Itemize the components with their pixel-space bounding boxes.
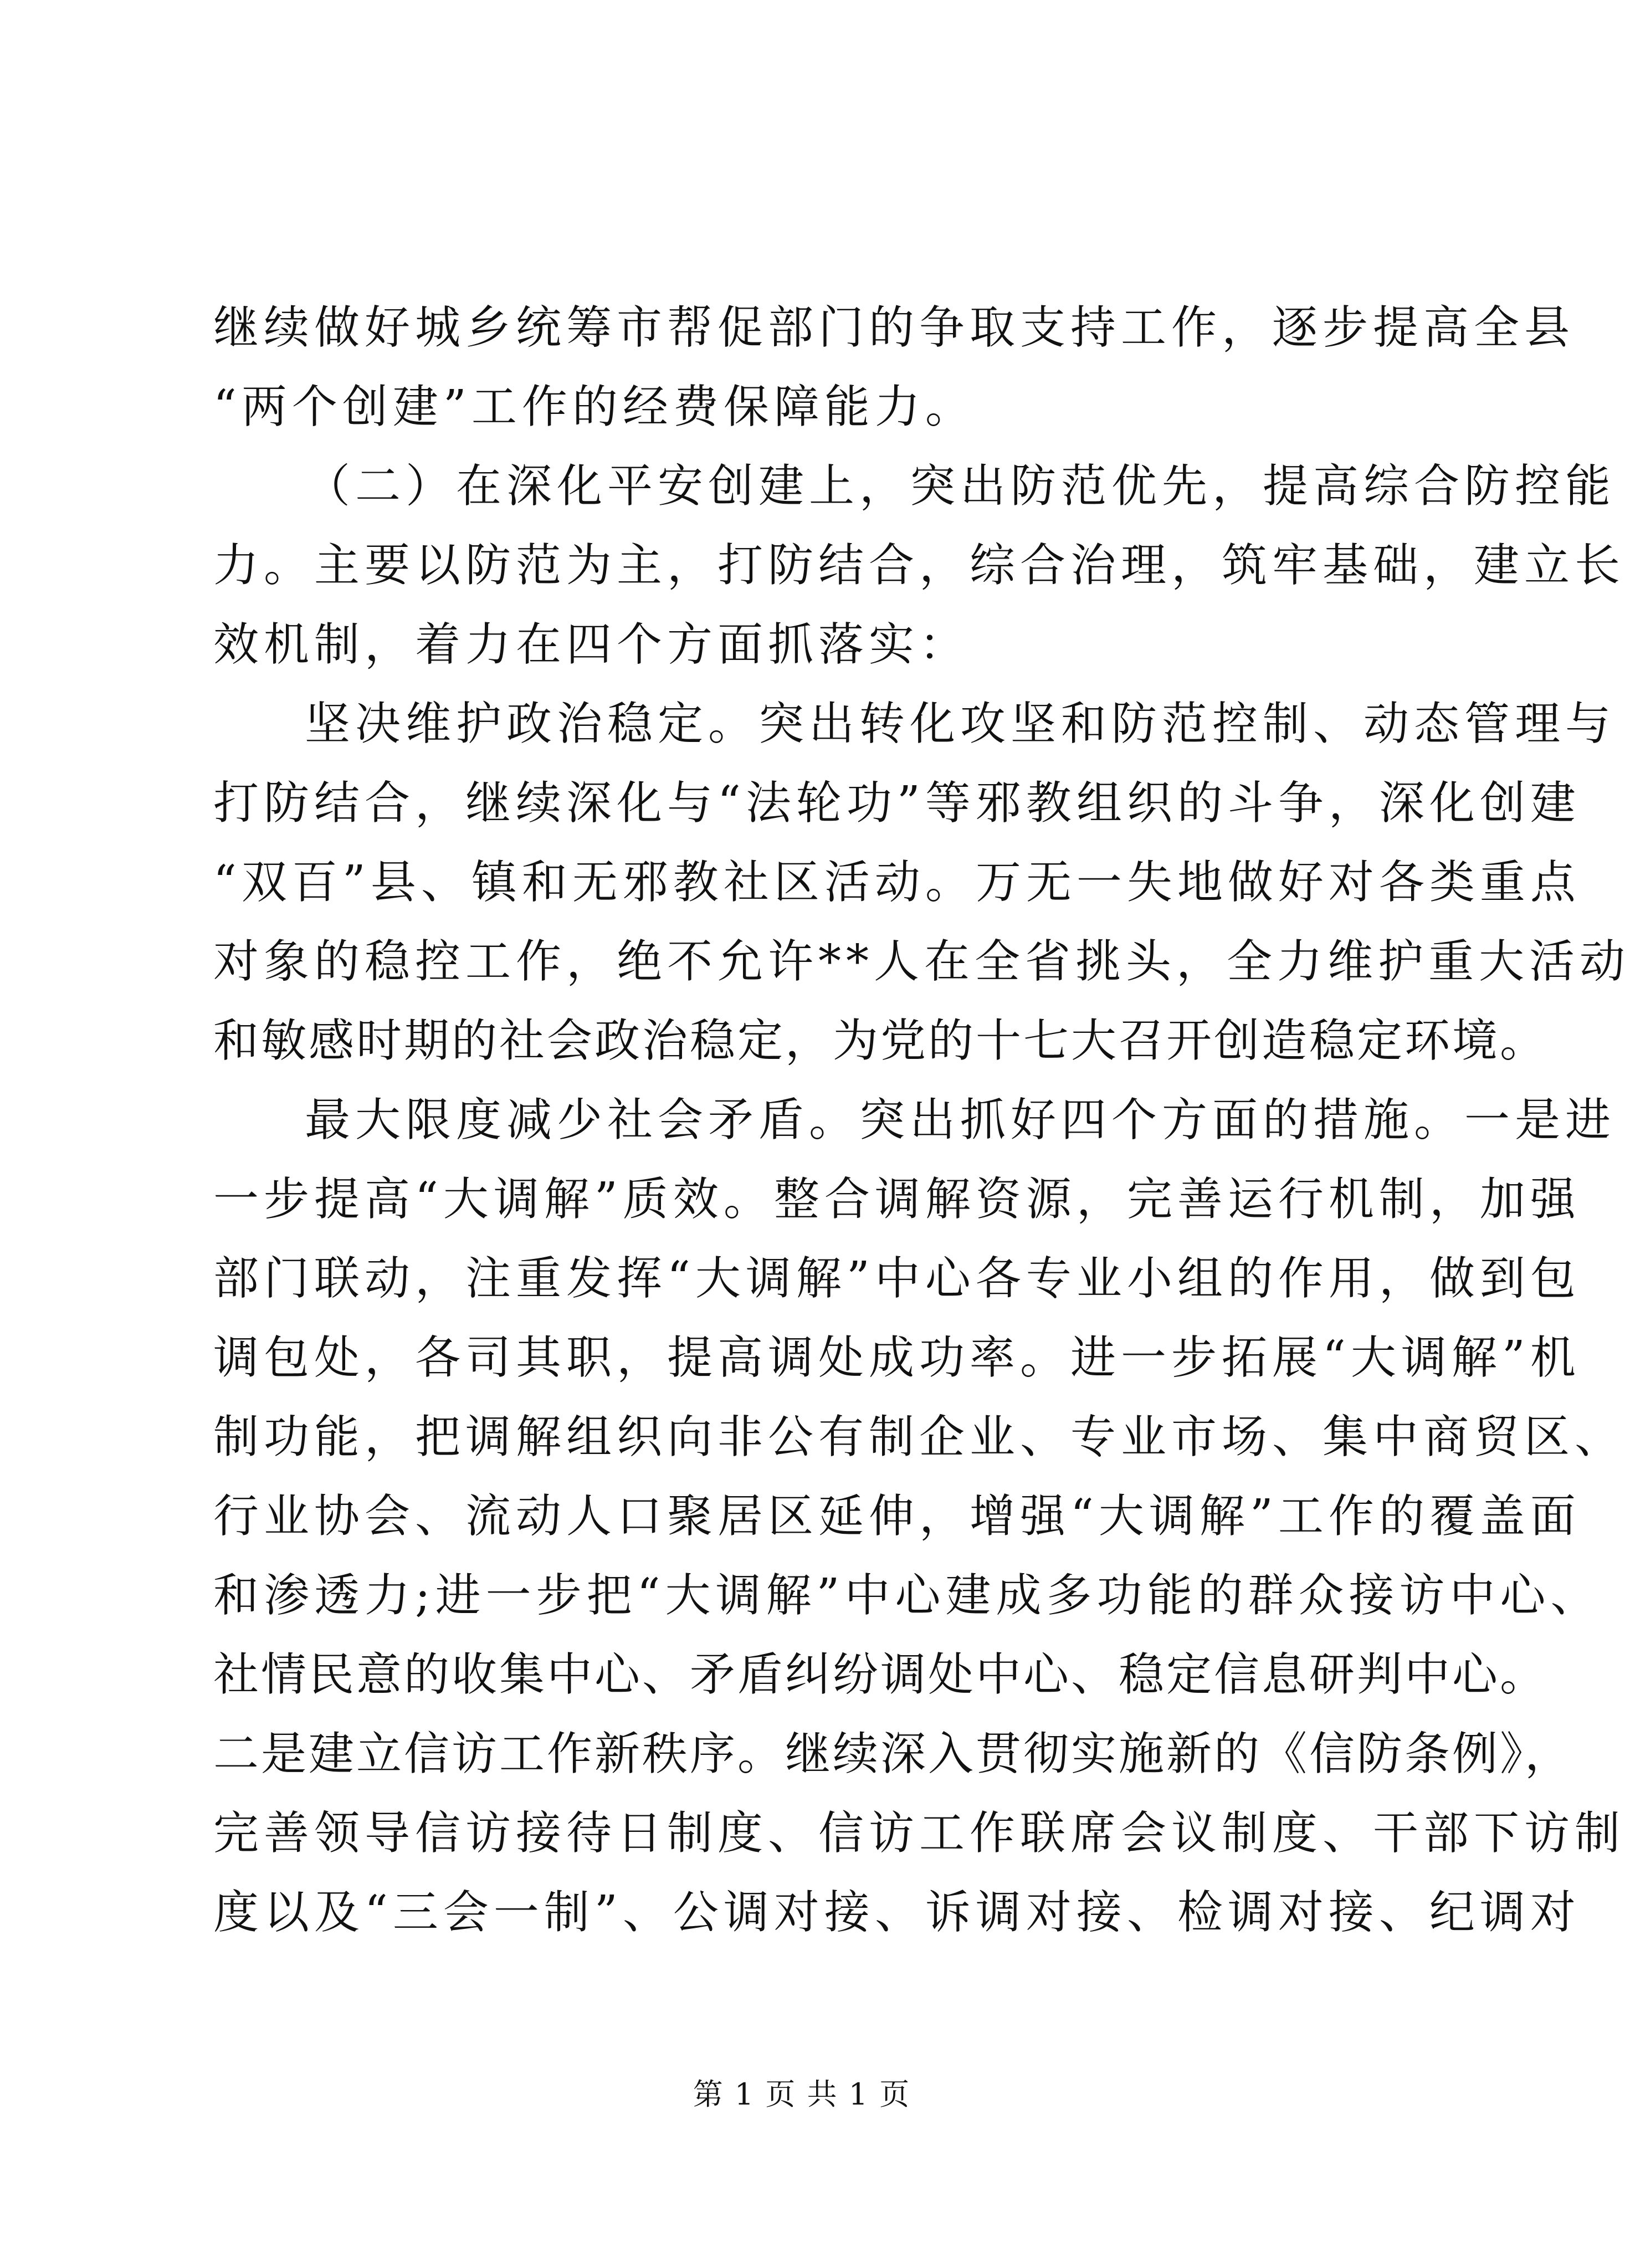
text-line: 社情民意的收集中心、矛盾纠纷调处中心、稳定信息研判中心。	[213, 1648, 1548, 1701]
text-line: 行业协会、流动人口聚居区延伸，增强“大调解”工作的覆盖面	[213, 1490, 1581, 1543]
text-line: 二是建立信访工作新秩序。继续深入贯彻实施新的《信防条例》，	[213, 1728, 1573, 1780]
section-heading-line: （二）在深化平安创建上，突出防范优先，提高综合防控能	[305, 460, 1616, 513]
text-line: 完善领导信访接待日制度、信访工作联席会议制度、干部下访制	[213, 1807, 1626, 1860]
text-line: “双百”县、镇和无邪教社区活动。万无一失地做好对各类重点	[213, 856, 1581, 909]
text-line: 效机制，着力在四个方面抓落实：	[213, 618, 970, 671]
text-line: 打防结合，继续深化与“法轮功”等邪教组织的斗争，深化创建	[213, 777, 1581, 830]
text-line: 调包处，各司其职，提高调处成功率。进一步拓展“大调解”机	[213, 1332, 1581, 1384]
paragraph-start-line: 坚决维护政治稳定。突出转化攻坚和防范控制、动态管理与	[305, 698, 1616, 750]
text-line: 部门联动，注重发挥“大调解”中心各专业小组的作用，做到包	[213, 1252, 1581, 1305]
document-body	[213, 288, 1630, 1952]
text-line: 度以及“三会一制”、公调对接、诉调对接、检调对接、纪调对	[213, 1886, 1581, 1939]
text-line: 和敏感时期的社会政治稳定，为党的十七大召开创造稳定环境。	[213, 1015, 1548, 1067]
page-footer: 第 1 页 共 1 页	[693, 2077, 911, 2112]
text-line: 力。主要以防范为主，打防结合，综合治理，筑牢基础，建立长	[213, 539, 1626, 592]
paragraph-start-line: 最大限度减少社会矛盾。突出抓好四个方面的措施。一是进	[305, 1094, 1616, 1146]
text-line: 对象的稳控工作，绝不允许**人在全省挑头，全力维护重大活动	[213, 935, 1630, 988]
text-line: 和渗透力;进一步把“大调解”中心建成多功能的群众接访中心、	[213, 1569, 1601, 1622]
text-line: 继续做好城乡统筹市帮促部门的争取支持工作，逐步提高全县	[213, 301, 1575, 354]
text-line: “两个创建”工作的经费保障能力。	[213, 381, 976, 433]
text-line: 制功能，把调解组织向非公有制企业、专业市场、集中商贸区、	[213, 1411, 1626, 1463]
text-line: 一步提高“大调解”质效。整合调解资源，完善运行机制，加强	[213, 1173, 1581, 1226]
